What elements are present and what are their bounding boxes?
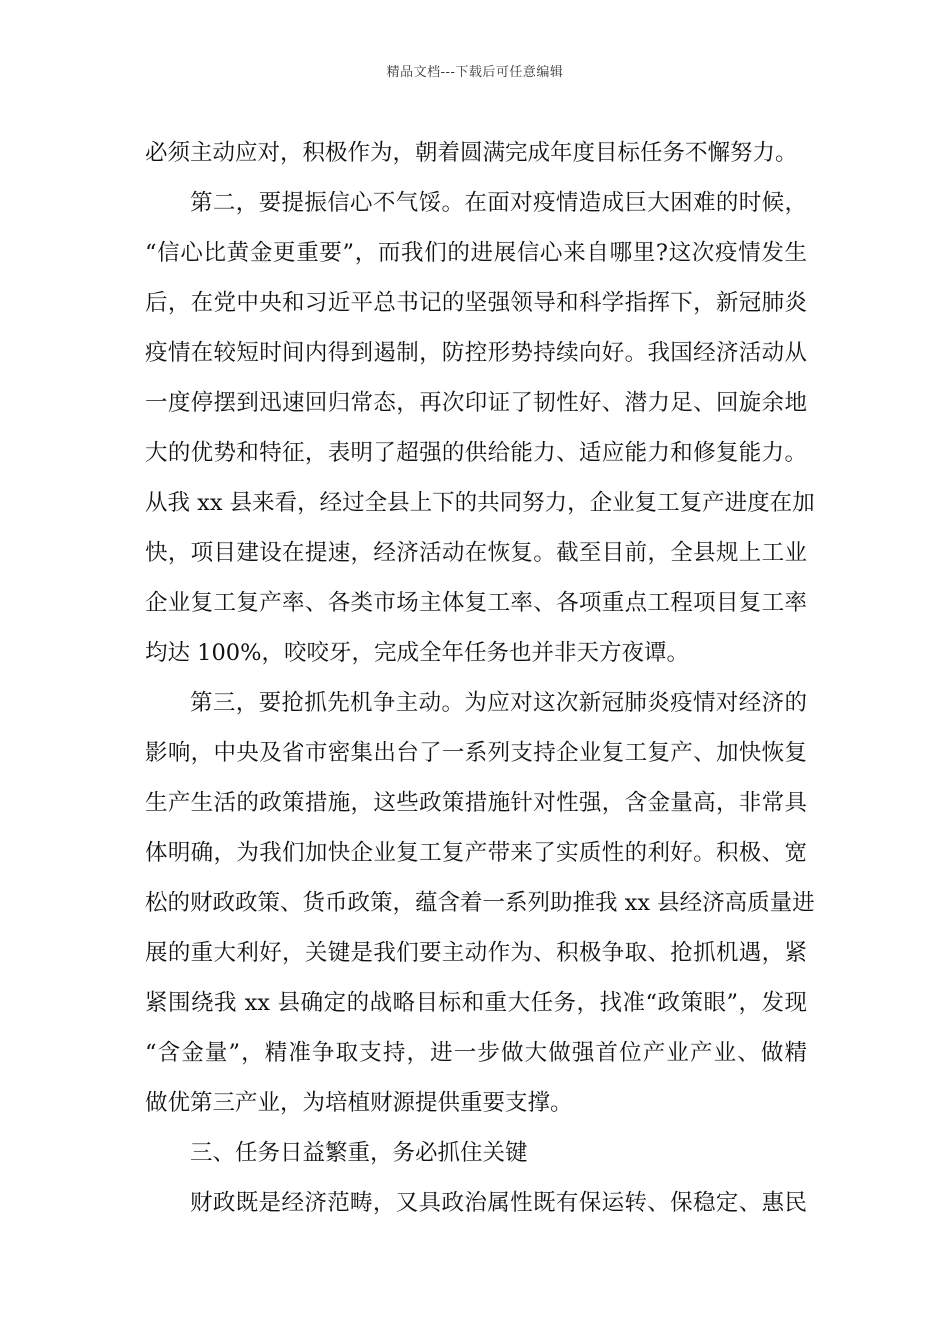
text-line: 生产生活的政策措施，这些政策措施针对性强，含金量高，非常具 — [145, 790, 807, 816]
text-line: 体明确，为我们加快企业复工复产带来了实质性的利好。积极、宽 — [145, 840, 807, 866]
page-header: 精品文档---下载后可任意编辑 — [386, 65, 564, 80]
text-line: 企业复工复产率、各类市场主体复工率、各项重点工程项目复工率 — [145, 590, 807, 616]
text-line: 第二，要提振信心不气馁。在面对疫情造成巨大困难的时候， — [190, 190, 807, 216]
text-line: “信心比黄金更重要”，而我们的进展信心来自哪里?这次疫情发生 — [145, 240, 807, 266]
text-line: “含金量”，精准争取支持，进一步做大做强首位产业产业、做精 — [145, 1040, 807, 1066]
text-line: 影响，中央及省市密集出台了一系列支持企业复工复产、加快恢复 — [145, 740, 807, 766]
text-line: 松的财政政策、货币政策，蕴含着一系列助推我 xx 县经济高质量进 — [145, 890, 815, 916]
text-line: 紧围绕我 xx 县确定的战略目标和重大任务，找准“政策眼”，发现 — [145, 990, 807, 1016]
text-line: 一度停摆到迅速回归常态，再次印证了韧性好、潜力足、回旋余地 — [145, 390, 807, 416]
text-line: 快，项目建设在提速，经济活动在恢复。截至目前，全县规上工业 — [145, 540, 807, 566]
text-line: 三、任务日益繁重，务必抓住关键 — [190, 1140, 528, 1166]
text-line: 后，在党中央和习近平总书记的坚强领导和科学指挥下，新冠肺炎 — [145, 290, 807, 316]
text-line: 均达 100%，咬咬牙，完成全年任务也并非天方夜谭。 — [145, 640, 689, 666]
text-line: 从我 xx 县来看，经过全县上下的共同努力，企业复工复产进度在加 — [145, 490, 815, 516]
text-line: 做优第三产业，为培植财源提供重要支撑。 — [145, 1090, 573, 1116]
text-line: 财政既是经济范畴，又具政治属性既有保运转、保稳定、惠民 — [190, 1190, 807, 1216]
text-line: 大的优势和特征，表明了超强的供给能力、适应能力和修复能力。 — [145, 440, 807, 466]
text-line: 必须主动应对，积极作为，朝着圆满完成年度目标任务不懈努力。 — [145, 140, 798, 166]
document-body — [145, 128, 815, 1228]
text-line: 展的重大利好，关键是我们要主动作为、积极争取、抢抓机遇，紧 — [145, 940, 807, 966]
text-line: 疫情在较短时间内得到遏制，防控形势持续向好。我国经济活动从 — [145, 340, 807, 366]
text-line: 第三，要抢抓先机争主动。为应对这次新冠肺炎疫情对经济的 — [190, 690, 807, 716]
